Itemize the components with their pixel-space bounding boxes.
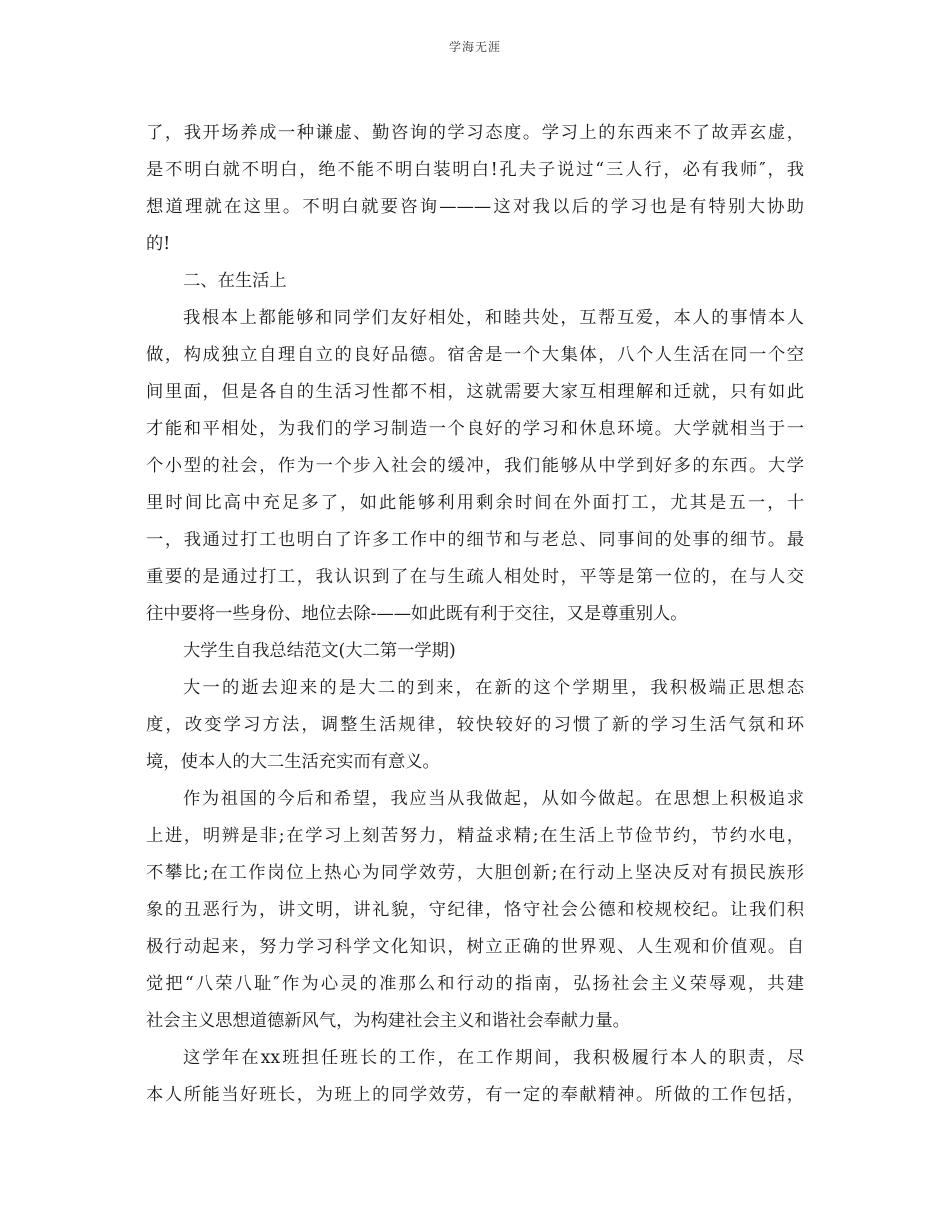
- text-line: 个小型的社会，作为一个步入社会的缓冲，我们能够从中学到好多的东西。大学: [146, 456, 804, 476]
- text-line: 我根本上都能够和同学们友好相处，和睦共处，互帮互爱，本人的事情本人: [183, 308, 804, 328]
- text-line: 了，我开场养成一种谦虚、勤咨询的学习态度。学习上的东西来不了故弄玄虚，: [146, 123, 804, 143]
- text-line: 社会主义思想道德新风气，为构建社会主义和谐社会奉献力量。: [146, 1011, 630, 1031]
- text-line: 才能和平相处，为我们的学习制造一个良好的学习和休息环境。大学就相当于一: [146, 419, 804, 439]
- text-line: 间里面，但是各自的生活习性都不相，这就需要大家互相理解和迁就，只有如此: [146, 382, 804, 402]
- text-line: 境，使本人的大二生活充实而有意义。: [146, 752, 440, 772]
- text-line: 想道理就在这里。不明白就要咨询———这对我以后的学习也是有特别大协助: [146, 197, 804, 217]
- text-line: 极行动起来，努力学习科学文化知识，树立正确的世界观、人生观和价值观。自: [146, 937, 804, 957]
- text-line: 觉把“八荣八耻″作为心灵的准那么和行动的指南，弘扬社会主义荣辱观，共建: [146, 974, 804, 994]
- text-line: 象的丑恶行为，讲文明，讲礼貌，守纪律，恪守社会公德和校规校纪。让我们积: [146, 900, 804, 920]
- text-line: 里时间比高中充足多了，如此能够利用剩余时间在外面打工，尤其是五一，十: [146, 493, 804, 513]
- text-line: 度，改变学习方法，调整生活规律，较快较好的习惯了新的学习生活气氛和环: [146, 715, 804, 735]
- text-line: 上进，明辨是非;在学习上刻苦努力，精益求精;在生活上节俭节约，节约水电，: [146, 826, 804, 846]
- text-line: 重要的是通过打工，我认识到了在与生疏人相处时，平等是第一位的，在与人交: [146, 567, 804, 587]
- text-line: 不攀比;在工作岗位上热心为同学效劳，大胆创新;在行动上坚决反对有损民族形: [146, 863, 804, 883]
- text-line: 本人所能当好班长，为班上的同学效劳，有一定的奉献精神。所做的工作包括，: [146, 1085, 804, 1105]
- text-line: 这学年在xx班担任班长的工作，在工作期间，我积极履行本人的职责，尽: [183, 1048, 804, 1068]
- section-heading: 二、在生活上: [183, 271, 287, 291]
- text-line: 是不明白就不明白，绝不能不明白装明白!孔夫子说过“三人行，必有我师″，我: [146, 160, 804, 180]
- text-line: 做，构成独立自理自立的良好品德。宿舍是一个大集体，八个人生活在同一个空: [146, 345, 804, 365]
- document-body: [146, 115, 804, 1114]
- section-heading: 大学生自我总结范文(大二第一学期): [183, 641, 456, 661]
- text-line: 的!: [146, 234, 171, 254]
- text-line: 作为祖国的今后和希望，我应当从我做起，从如今做起。在思想上积极追求: [183, 789, 804, 809]
- text-line: 往中要将一些身份、地位去除-——如此既有利于交往，又是尊重别人。: [146, 604, 688, 624]
- page-header: 学海无涯: [448, 40, 501, 54]
- text-line: 一，我通过打工也明白了许多工作中的细节和与老总、同事间的处事的细节。最: [146, 530, 804, 550]
- text-line: 大一的逝去迎来的是大二的到来，在新的这个学期里，我积极端正思想态: [183, 678, 804, 698]
